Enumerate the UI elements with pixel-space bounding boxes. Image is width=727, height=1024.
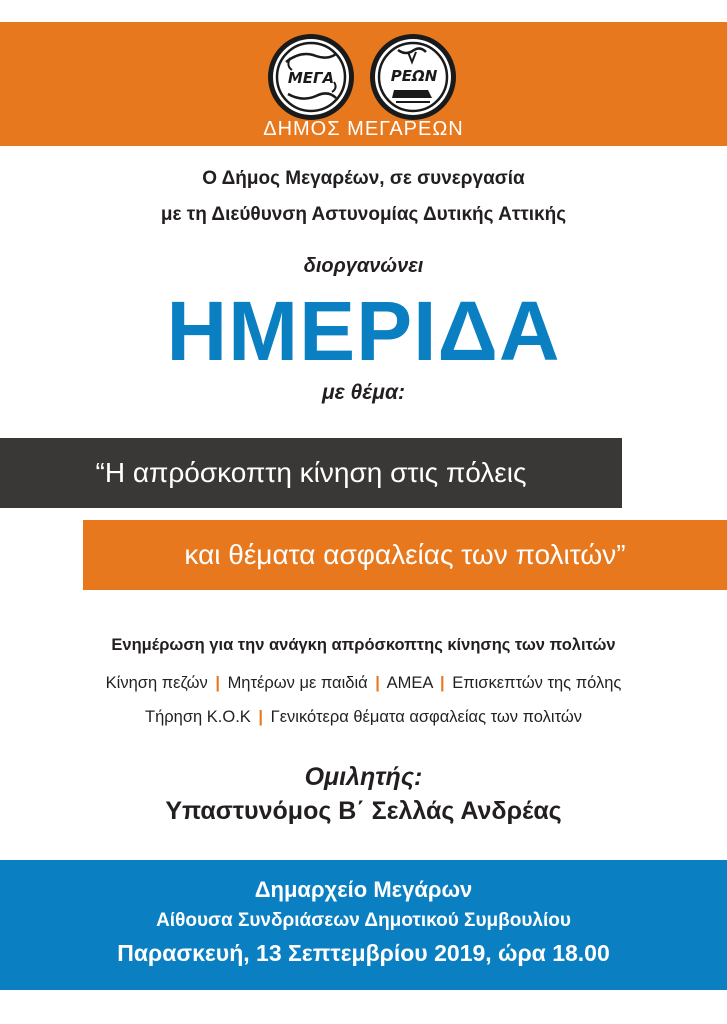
coin-left-icon: [266, 32, 356, 122]
info-item: Τήρηση Κ.Ο.Κ: [145, 708, 251, 726]
venue-datetime: Παρασκευή, 13 Σεπτεμβρίου 2019, ώρα 18.00: [117, 940, 610, 966]
separator: |: [215, 674, 220, 692]
coin-right-text: ΡΕΩΝ: [390, 67, 438, 85]
coin-right-icon: [368, 32, 458, 122]
coin-right-logo: [368, 32, 458, 122]
theme-line-2: και θέματα ασφαλείας των πολιτών”: [184, 539, 626, 570]
venue-band: [0, 860, 727, 990]
venue-place: Δημαρχείο Μεγάρων: [254, 877, 473, 902]
intro-line-2: με τη Διεύθυνση Αστυνομίας Δυτικής Αττικής: [160, 204, 567, 225]
organizes-text: διοργανώνει: [303, 255, 424, 277]
separator: |: [375, 674, 380, 692]
info-item: Γενικότερα θέματα ασφαλείας των πολιτών: [270, 708, 582, 726]
info-item: Μητέρων με παιδιά: [227, 674, 368, 692]
event-type-title: ΗΜΕΡΙΔΑ: [166, 284, 561, 378]
theme-band-orange: [83, 520, 727, 590]
intro-line-1: Ο Δήμος Μεγαρέων, σε συνεργασία: [202, 168, 525, 189]
info-item: Κίνηση πεζών: [105, 674, 208, 692]
speaker-name: Υπαστυνόμος Β΄ Σελλάς Ανδρέας: [165, 797, 562, 825]
logo-coins: [0, 32, 727, 122]
info-headline: Ενημέρωση για την ανάγκη απρόσκοπτης κίνησης των πολιτών: [111, 636, 616, 654]
info-row-2: [0, 708, 727, 727]
theme-line-1: “Η απρόσκοπτη κίνηση στις πόλεις: [95, 457, 527, 488]
info-item: Επισκεπτών της πόλης: [452, 674, 622, 692]
separator: |: [258, 708, 264, 726]
info-item: ΑΜΕΑ: [386, 674, 433, 692]
speaker-label: Ομιλητής:: [304, 763, 423, 791]
venue-room: Αίθουσα Συνδριάσεων Δημοτικού Συμβουλίου: [156, 910, 571, 931]
municipality-title: ΔΗΜΟΣ ΜΕΓΑΡΕΩΝ: [263, 118, 464, 140]
header-band: [0, 22, 727, 146]
coin-left-logo: [266, 32, 356, 122]
subject-label: με θέμα:: [322, 381, 405, 404]
info-row-1: [0, 674, 727, 693]
coin-left-text: ΜΕΓΑ: [287, 69, 335, 87]
theme-band-dark: [0, 438, 622, 508]
separator: |: [440, 674, 445, 692]
